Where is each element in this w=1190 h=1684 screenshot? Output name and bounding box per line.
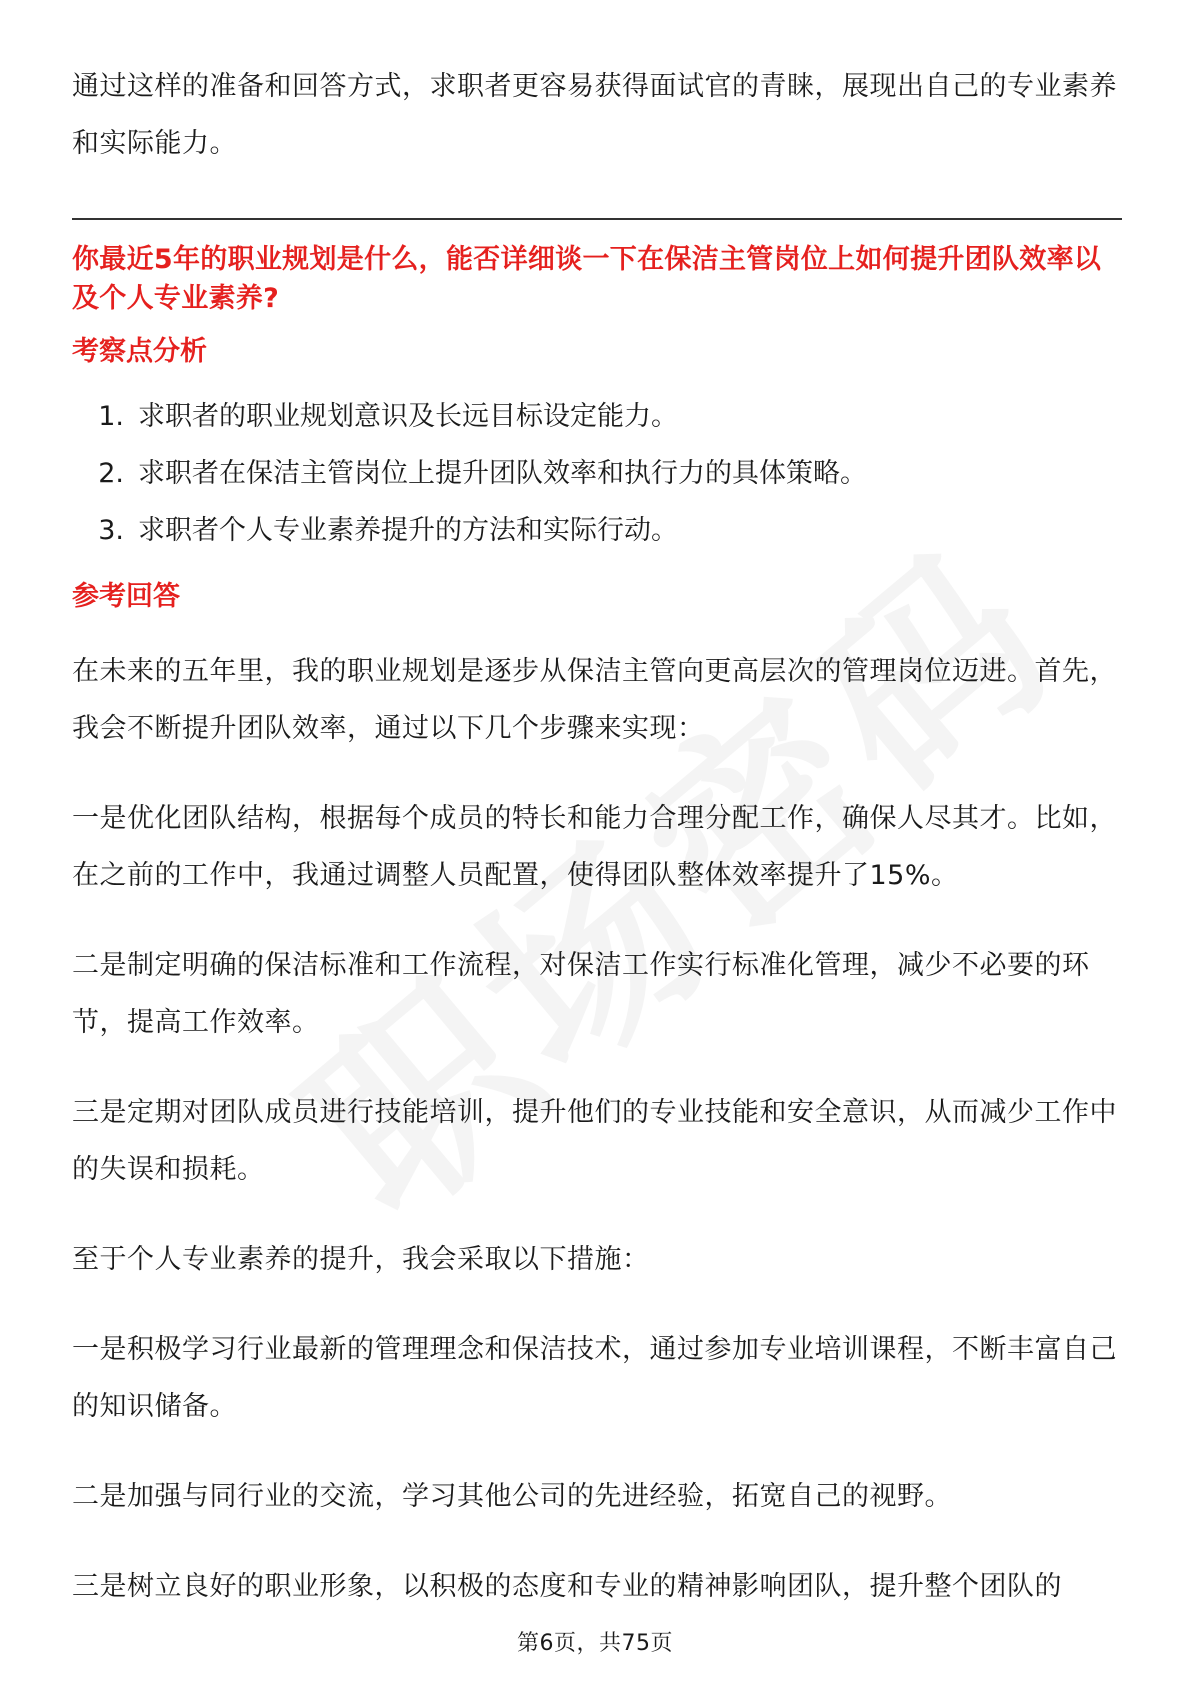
- list-item-number: 2.: [98, 458, 124, 489]
- answer-heading: 参考回答: [72, 581, 180, 612]
- list-item-text: 求职者个人专业素养提升的方法和实际行动。: [138, 515, 678, 546]
- answer-paragraph: 一是积极学习行业最新的管理理念和保洁技术，通过参加专业培训课程，不断丰富自己的知识储备。: [72, 1334, 1117, 1422]
- list-item: [72, 445, 1122, 502]
- section-divider: [72, 218, 1122, 220]
- page-number: 第6页，共75页: [517, 1631, 673, 1656]
- intro-paragraph: 通过这样的准备和回答方式，求职者更容易获得面试官的青睐，展现出自己的专业素养和实际能力。: [72, 71, 1117, 159]
- list-item-text: 求职者的职业规划意识及长远目标设定能力。: [138, 401, 678, 432]
- list-item-number: 1.: [98, 401, 124, 432]
- answer-paragraph: 二是加强与同行业的交流，学习其他公司的先进经验，拓宽自己的视野。: [72, 1481, 952, 1512]
- answer-paragraph: 三是树立良好的职业形象，以积极的态度和专业的精神影响团队，提升整个团队的: [72, 1571, 1062, 1602]
- answer-paragraph: 三是定期对团队成员进行技能培训，提升他们的专业技能和安全意识，从而减少工作中的失误和损耗。: [72, 1097, 1117, 1185]
- answer-paragraph: 一是优化团队结构，根据每个成员的特长和能力合理分配工作，确保人尽其才。比如，在之前的工作中，我通过调整人员配置，使得团队整体效率提升了15%。: [72, 803, 1117, 891]
- list-item-number: 3.: [98, 515, 124, 546]
- answer-paragraph: 二是制定明确的保洁标准和工作流程，对保洁工作实行标准化管理，减少不必要的环节，提高工作效率。: [72, 950, 1090, 1038]
- analysis-heading: 考察点分析: [72, 336, 207, 367]
- list-item-text: 求职者在保洁主管岗位上提升团队效率和执行力的具体策略。: [138, 458, 867, 489]
- answer-paragraph: 在未来的五年里，我的职业规划是逐步从保洁主管向更高层次的管理岗位迈进。首先，我会不断提升团队效率，通过以下几个步骤来实现：: [72, 656, 1117, 744]
- list-item: [72, 388, 1122, 445]
- answer-paragraph: 至于个人专业素养的提升，我会采取以下措施：: [72, 1244, 650, 1275]
- analysis-points-list: [72, 388, 1122, 559]
- document-page: [72, 58, 1122, 1648]
- question-title: 你最近5年的职业规划是什么，能否详细谈一下在保洁主管岗位上如何提升团队效率以及个人专业素养?: [72, 244, 1102, 314]
- list-item: [72, 502, 1122, 559]
